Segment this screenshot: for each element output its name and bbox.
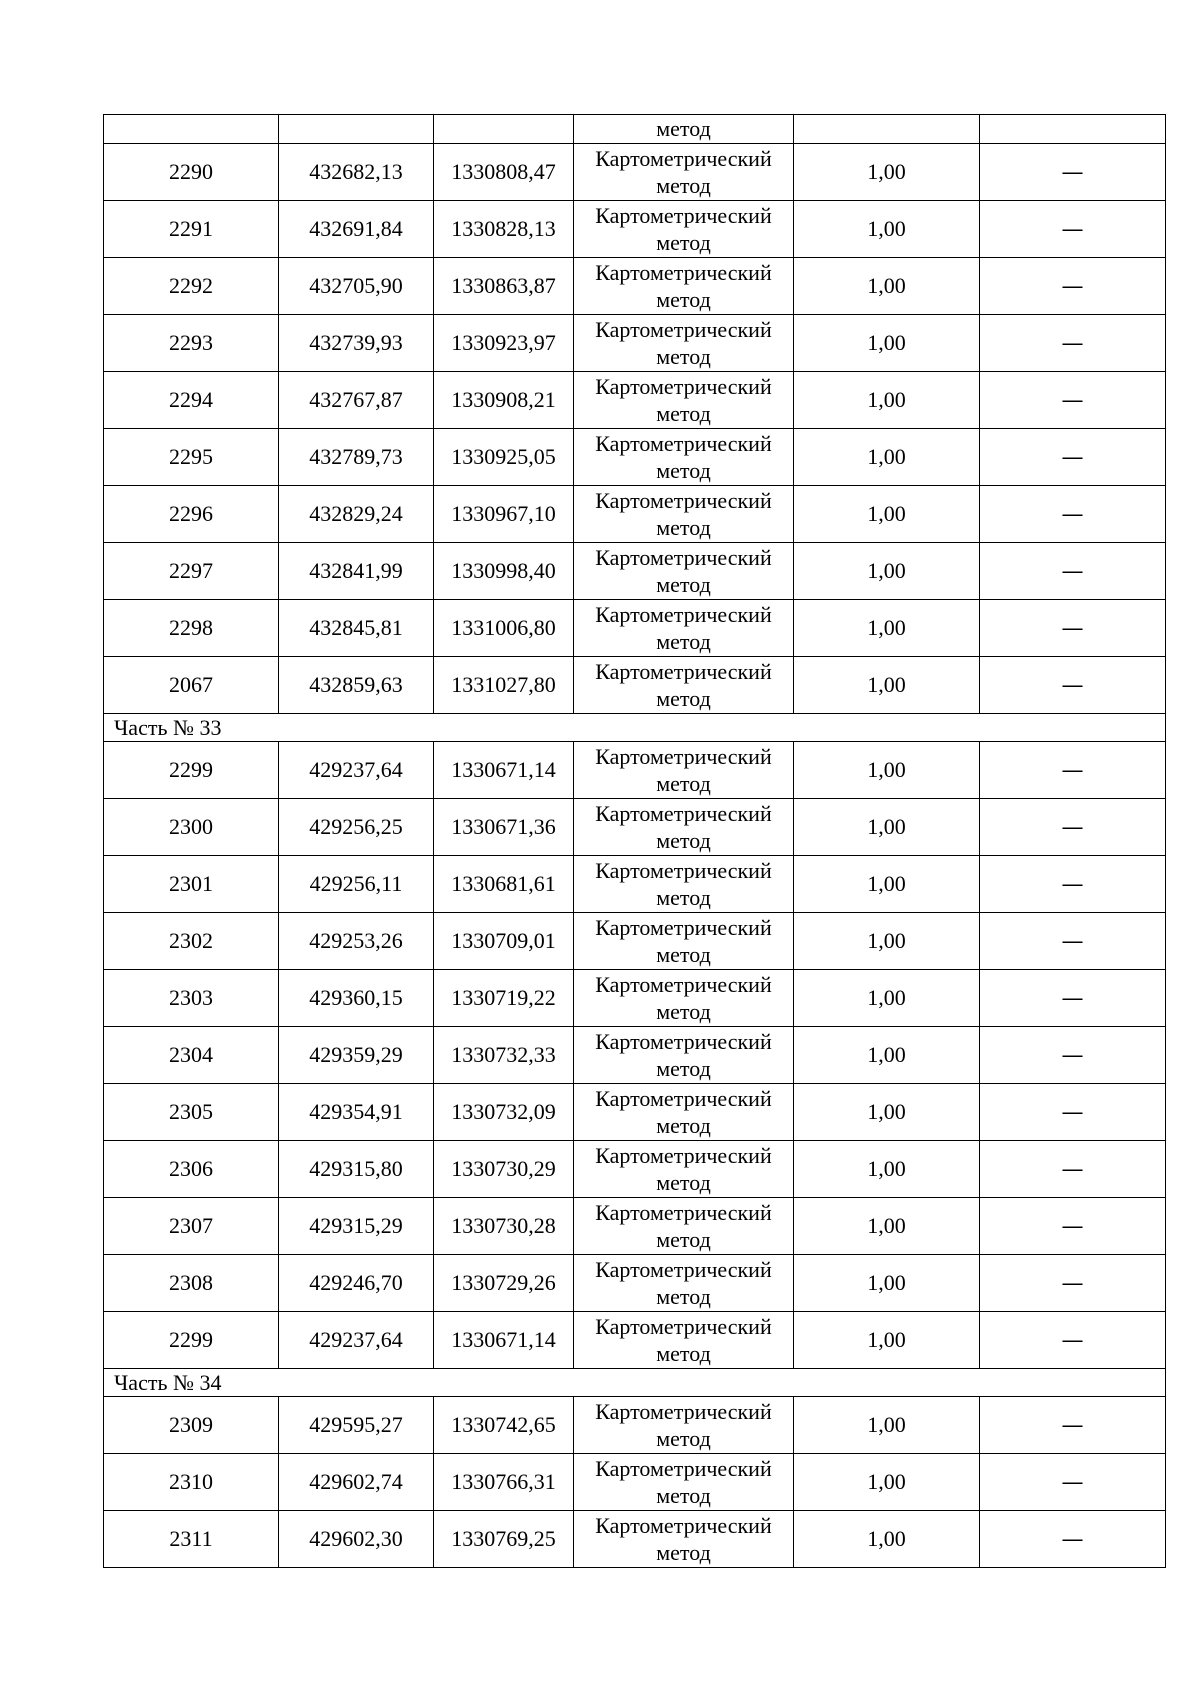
cell-error: 1,00 [794,1198,980,1255]
table-row [104,799,1166,856]
cell-point-number: 2300 [104,799,279,856]
cell-error: 1,00 [794,1397,980,1454]
cell-x: 429315,29 [279,1198,434,1255]
cell-description [980,144,1166,201]
dash-mark: — [1061,1156,1084,1182]
method-line-2: метод [656,942,711,967]
table-row [104,856,1166,913]
cell-error: 1,00 [794,258,980,315]
cell-error: 1,00 [794,1027,980,1084]
cell-y: 1331027,80 [434,657,574,714]
method-line-2: метод [656,629,711,654]
cell-y [434,115,574,144]
cell-error: 1,00 [794,600,980,657]
cell-y: 1331006,80 [434,600,574,657]
method-line-2: метод [656,885,711,910]
cell-y: 1330732,33 [434,1027,574,1084]
table-row [104,1141,1166,1198]
cell-description [980,1198,1166,1255]
cell-error: 1,00 [794,201,980,258]
cell-point-number: 2307 [104,1198,279,1255]
method-line-2: метод [656,458,711,483]
table-row [104,1454,1166,1511]
table-row [104,372,1166,429]
cell-method [574,657,794,714]
cell-description [980,1397,1166,1454]
cell-y: 1330742,65 [434,1397,574,1454]
cell-x: 432739,93 [279,315,434,372]
dash-mark: — [1061,615,1084,641]
cell-point-number: 2310 [104,1454,279,1511]
cell-description [980,600,1166,657]
method-line-1: Картометрический [595,146,772,171]
table-row [104,1397,1166,1454]
cell-x: 429360,15 [279,970,434,1027]
cell-x [279,115,434,144]
cell-error: 1,00 [794,1454,980,1511]
method-line-2: метод [656,1113,711,1138]
cell-description [980,486,1166,543]
cell-point-number: 2306 [104,1141,279,1198]
cell-x: 429354,91 [279,1084,434,1141]
cell-error: 1,00 [794,1141,980,1198]
cell-description [980,913,1166,970]
method-line-1: Картометрический [595,1314,772,1339]
cell-y: 1330730,29 [434,1141,574,1198]
cell-x: 432859,63 [279,657,434,714]
table-row [104,1198,1166,1255]
cell-description [980,1027,1166,1084]
section-header: Часть № 33 [104,714,1166,742]
method-line-1: Картометрический [595,1029,772,1054]
cell-x: 432789,73 [279,429,434,486]
cell-description [980,201,1166,258]
cell-error: 1,00 [794,486,980,543]
cell-method [574,856,794,913]
cell-error [794,115,980,144]
dash-mark: — [1061,757,1084,783]
method-line-2: метод [656,1426,711,1451]
cell-x: 432682,13 [279,144,434,201]
cell-error: 1,00 [794,1084,980,1141]
section-header: Часть № 34 [104,1369,1166,1397]
method-line-1: Картометрический [595,1143,772,1168]
cell-y: 1330769,25 [434,1511,574,1568]
cell-point-number: 2303 [104,970,279,1027]
cell-x: 429602,74 [279,1454,434,1511]
cell-x: 429256,25 [279,799,434,856]
cell-description [980,115,1166,144]
cell-method [574,1141,794,1198]
method-line-1: Картометрический [595,317,772,342]
method-line-1: Картометрический [595,1257,772,1282]
cell-x: 429595,27 [279,1397,434,1454]
cell-point-number: 2302 [104,913,279,970]
cell-description [980,1454,1166,1511]
cell-description [980,258,1166,315]
method-line-2: метод [656,1483,711,1508]
cell-y: 1330908,21 [434,372,574,429]
cell-x: 432767,87 [279,372,434,429]
cell-y: 1330732,09 [434,1084,574,1141]
cell-point-number: 2305 [104,1084,279,1141]
method-line-1: Картометрический [595,1513,772,1538]
cell-error: 1,00 [794,372,980,429]
table-row [104,315,1166,372]
table-row [104,144,1166,201]
table-row [104,258,1166,315]
cell-error: 1,00 [794,657,980,714]
cell-x: 429237,64 [279,742,434,799]
cell-method [574,1027,794,1084]
cell-error: 1,00 [794,856,980,913]
cell-x: 429246,70 [279,1255,434,1312]
cell-method [574,315,794,372]
table-row [104,486,1166,543]
cell-description [980,1255,1166,1312]
method-line-2: метод [656,572,711,597]
cell-error: 1,00 [794,144,980,201]
method-line-1: Картометрический [595,602,772,627]
cell-description [980,1141,1166,1198]
method-line-2: метод [656,173,711,198]
method-line-2: метод [656,515,711,540]
cell-method [574,1397,794,1454]
cell-x: 432691,84 [279,201,434,258]
cell-y: 1330967,10 [434,486,574,543]
cell-y: 1330671,14 [434,1312,574,1369]
cell-method: метод [574,115,794,144]
cell-method [574,600,794,657]
method-line-1: Картометрический [595,1456,772,1481]
section-header-row [104,1369,1166,1397]
cell-x: 429315,80 [279,1141,434,1198]
cell-x: 429359,29 [279,1027,434,1084]
coordinates-table [103,114,1166,1568]
cell-x: 429253,26 [279,913,434,970]
table-row [104,742,1166,799]
cell-error: 1,00 [794,742,980,799]
cell-y: 1330681,61 [434,856,574,913]
cell-method [574,970,794,1027]
cell-method [574,742,794,799]
dash-mark: — [1061,1042,1084,1068]
cell-point-number: 2298 [104,600,279,657]
cell-y: 1330766,31 [434,1454,574,1511]
dash-mark: — [1061,216,1084,242]
cell-method [574,543,794,600]
dash-mark: — [1061,444,1084,470]
cell-x: 432829,24 [279,486,434,543]
cell-method [574,201,794,258]
table-row [104,1027,1166,1084]
method-line-1: Картометрический [595,488,772,513]
method-line-1: Картометрический [595,431,772,456]
cell-method [574,144,794,201]
table-row [104,600,1166,657]
cell-point-number: 2292 [104,258,279,315]
cell-y: 1330671,36 [434,799,574,856]
cell-description [980,1511,1166,1568]
dash-mark: — [1061,558,1084,584]
cell-description [980,372,1166,429]
method-line-2: метод [656,828,711,853]
method-line-1: Картометрический [595,260,772,285]
method-line-1: Картометрический [595,1086,772,1111]
cell-point-number: 2309 [104,1397,279,1454]
cell-method [574,1454,794,1511]
method-line-2: метод [656,686,711,711]
cell-method [574,913,794,970]
table-row [104,1511,1166,1568]
cell-y: 1330923,97 [434,315,574,372]
method-line-2: метод [656,1056,711,1081]
dash-mark: — [1061,1526,1084,1552]
cell-description [980,856,1166,913]
dash-mark: — [1061,1213,1084,1239]
cell-description [980,1084,1166,1141]
cell-method [574,372,794,429]
cell-error: 1,00 [794,970,980,1027]
dash-mark: — [1061,1099,1084,1125]
cell-point-number: 2291 [104,201,279,258]
method-line-2: метод [656,344,711,369]
cell-point-number: 2290 [104,144,279,201]
method-line-2: метод [656,1341,711,1366]
method-line-1: Картометрический [595,858,772,883]
cell-point-number: 2067 [104,657,279,714]
method-line-2: метод [656,1540,711,1565]
cell-method [574,1312,794,1369]
cell-x: 432845,81 [279,600,434,657]
cell-error: 1,00 [794,1255,980,1312]
cell-method [574,799,794,856]
dash-mark: — [1061,814,1084,840]
method-line-1: Картометрический [595,744,772,769]
method-line-1: Картометрический [595,659,772,684]
cell-point-number: 2293 [104,315,279,372]
table-row [104,913,1166,970]
cell-error: 1,00 [794,799,980,856]
method-line-2: метод [656,1284,711,1309]
cell-y: 1330998,40 [434,543,574,600]
table-row [104,1084,1166,1141]
coordinates-table-body [104,115,1166,1568]
cell-y: 1330808,47 [434,144,574,201]
cell-method [574,1084,794,1141]
method-line-2: метод [656,999,711,1024]
method-line-1: Картометрический [595,1200,772,1225]
cell-description [980,1312,1166,1369]
cell-point-number: 2294 [104,372,279,429]
cell-description [980,657,1166,714]
cell-method [574,1198,794,1255]
cell-point-number: 2295 [104,429,279,486]
cell-y: 1330671,14 [434,742,574,799]
cell-error: 1,00 [794,913,980,970]
table-row [104,1255,1166,1312]
method-line-1: Картометрический [595,545,772,570]
method-line-2: метод [656,1170,711,1195]
cell-error: 1,00 [794,1312,980,1369]
cell-method [574,1255,794,1312]
cell-y: 1330709,01 [434,913,574,970]
method-line-2: метод [656,287,711,312]
cell-x: 429602,30 [279,1511,434,1568]
cell-description [980,429,1166,486]
cell-error: 1,00 [794,315,980,372]
cell-description [980,543,1166,600]
dash-mark: — [1061,985,1084,1011]
table-row [104,970,1166,1027]
dash-mark: — [1061,672,1084,698]
cell-description [980,315,1166,372]
cell-point-number: 2311 [104,1511,279,1568]
dash-mark: — [1061,159,1084,185]
method-line-1: Картометрический [595,374,772,399]
dash-mark: — [1061,1412,1084,1438]
cell-description [980,799,1166,856]
cell-point-number: 2299 [104,1312,279,1369]
method-line-1: Картометрический [595,915,772,940]
dash-mark: — [1061,1469,1084,1495]
cell-method [574,258,794,315]
cell-method [574,486,794,543]
cell-error: 1,00 [794,543,980,600]
dash-mark: — [1061,387,1084,413]
method-line-1: Картометрический [595,203,772,228]
cell-point-number: 2308 [104,1255,279,1312]
cell-y: 1330863,87 [434,258,574,315]
method-line-2: метод [656,1227,711,1252]
cell-error: 1,00 [794,1511,980,1568]
cell-y: 1330729,26 [434,1255,574,1312]
method-line-1: Картометрический [595,1399,772,1424]
continuation-row [104,115,1166,144]
dash-mark: — [1061,1327,1084,1353]
cell-point-number: 2301 [104,856,279,913]
cell-y: 1330828,13 [434,201,574,258]
cell-description [980,970,1166,1027]
cell-error: 1,00 [794,429,980,486]
cell-y: 1330719,22 [434,970,574,1027]
table-row [104,1312,1166,1369]
cell-x: 429256,11 [279,856,434,913]
cell-point-number: 2296 [104,486,279,543]
cell-point-number: 2297 [104,543,279,600]
method-line-1: Картометрический [595,801,772,826]
cell-x: 432841,99 [279,543,434,600]
method-line-1: Картометрический [595,972,772,997]
dash-mark: — [1061,928,1084,954]
method-line-2: метод [656,230,711,255]
table-row [104,201,1166,258]
dash-mark: — [1061,273,1084,299]
cell-point-number: 2299 [104,742,279,799]
cell-y: 1330925,05 [434,429,574,486]
cell-point-number [104,115,279,144]
dash-mark: — [1061,330,1084,356]
cell-point-number: 2304 [104,1027,279,1084]
method-line-2: метод [656,771,711,796]
section-header-row [104,714,1166,742]
dash-mark: — [1061,871,1084,897]
cell-y: 1330730,28 [434,1198,574,1255]
cell-method [574,1511,794,1568]
cell-x: 432705,90 [279,258,434,315]
method-line-2: метод [656,401,711,426]
table-row [104,429,1166,486]
cell-method [574,429,794,486]
table-row [104,657,1166,714]
dash-mark: — [1061,501,1084,527]
cell-description [980,742,1166,799]
table-row [104,543,1166,600]
dash-mark: — [1061,1270,1084,1296]
cell-x: 429237,64 [279,1312,434,1369]
